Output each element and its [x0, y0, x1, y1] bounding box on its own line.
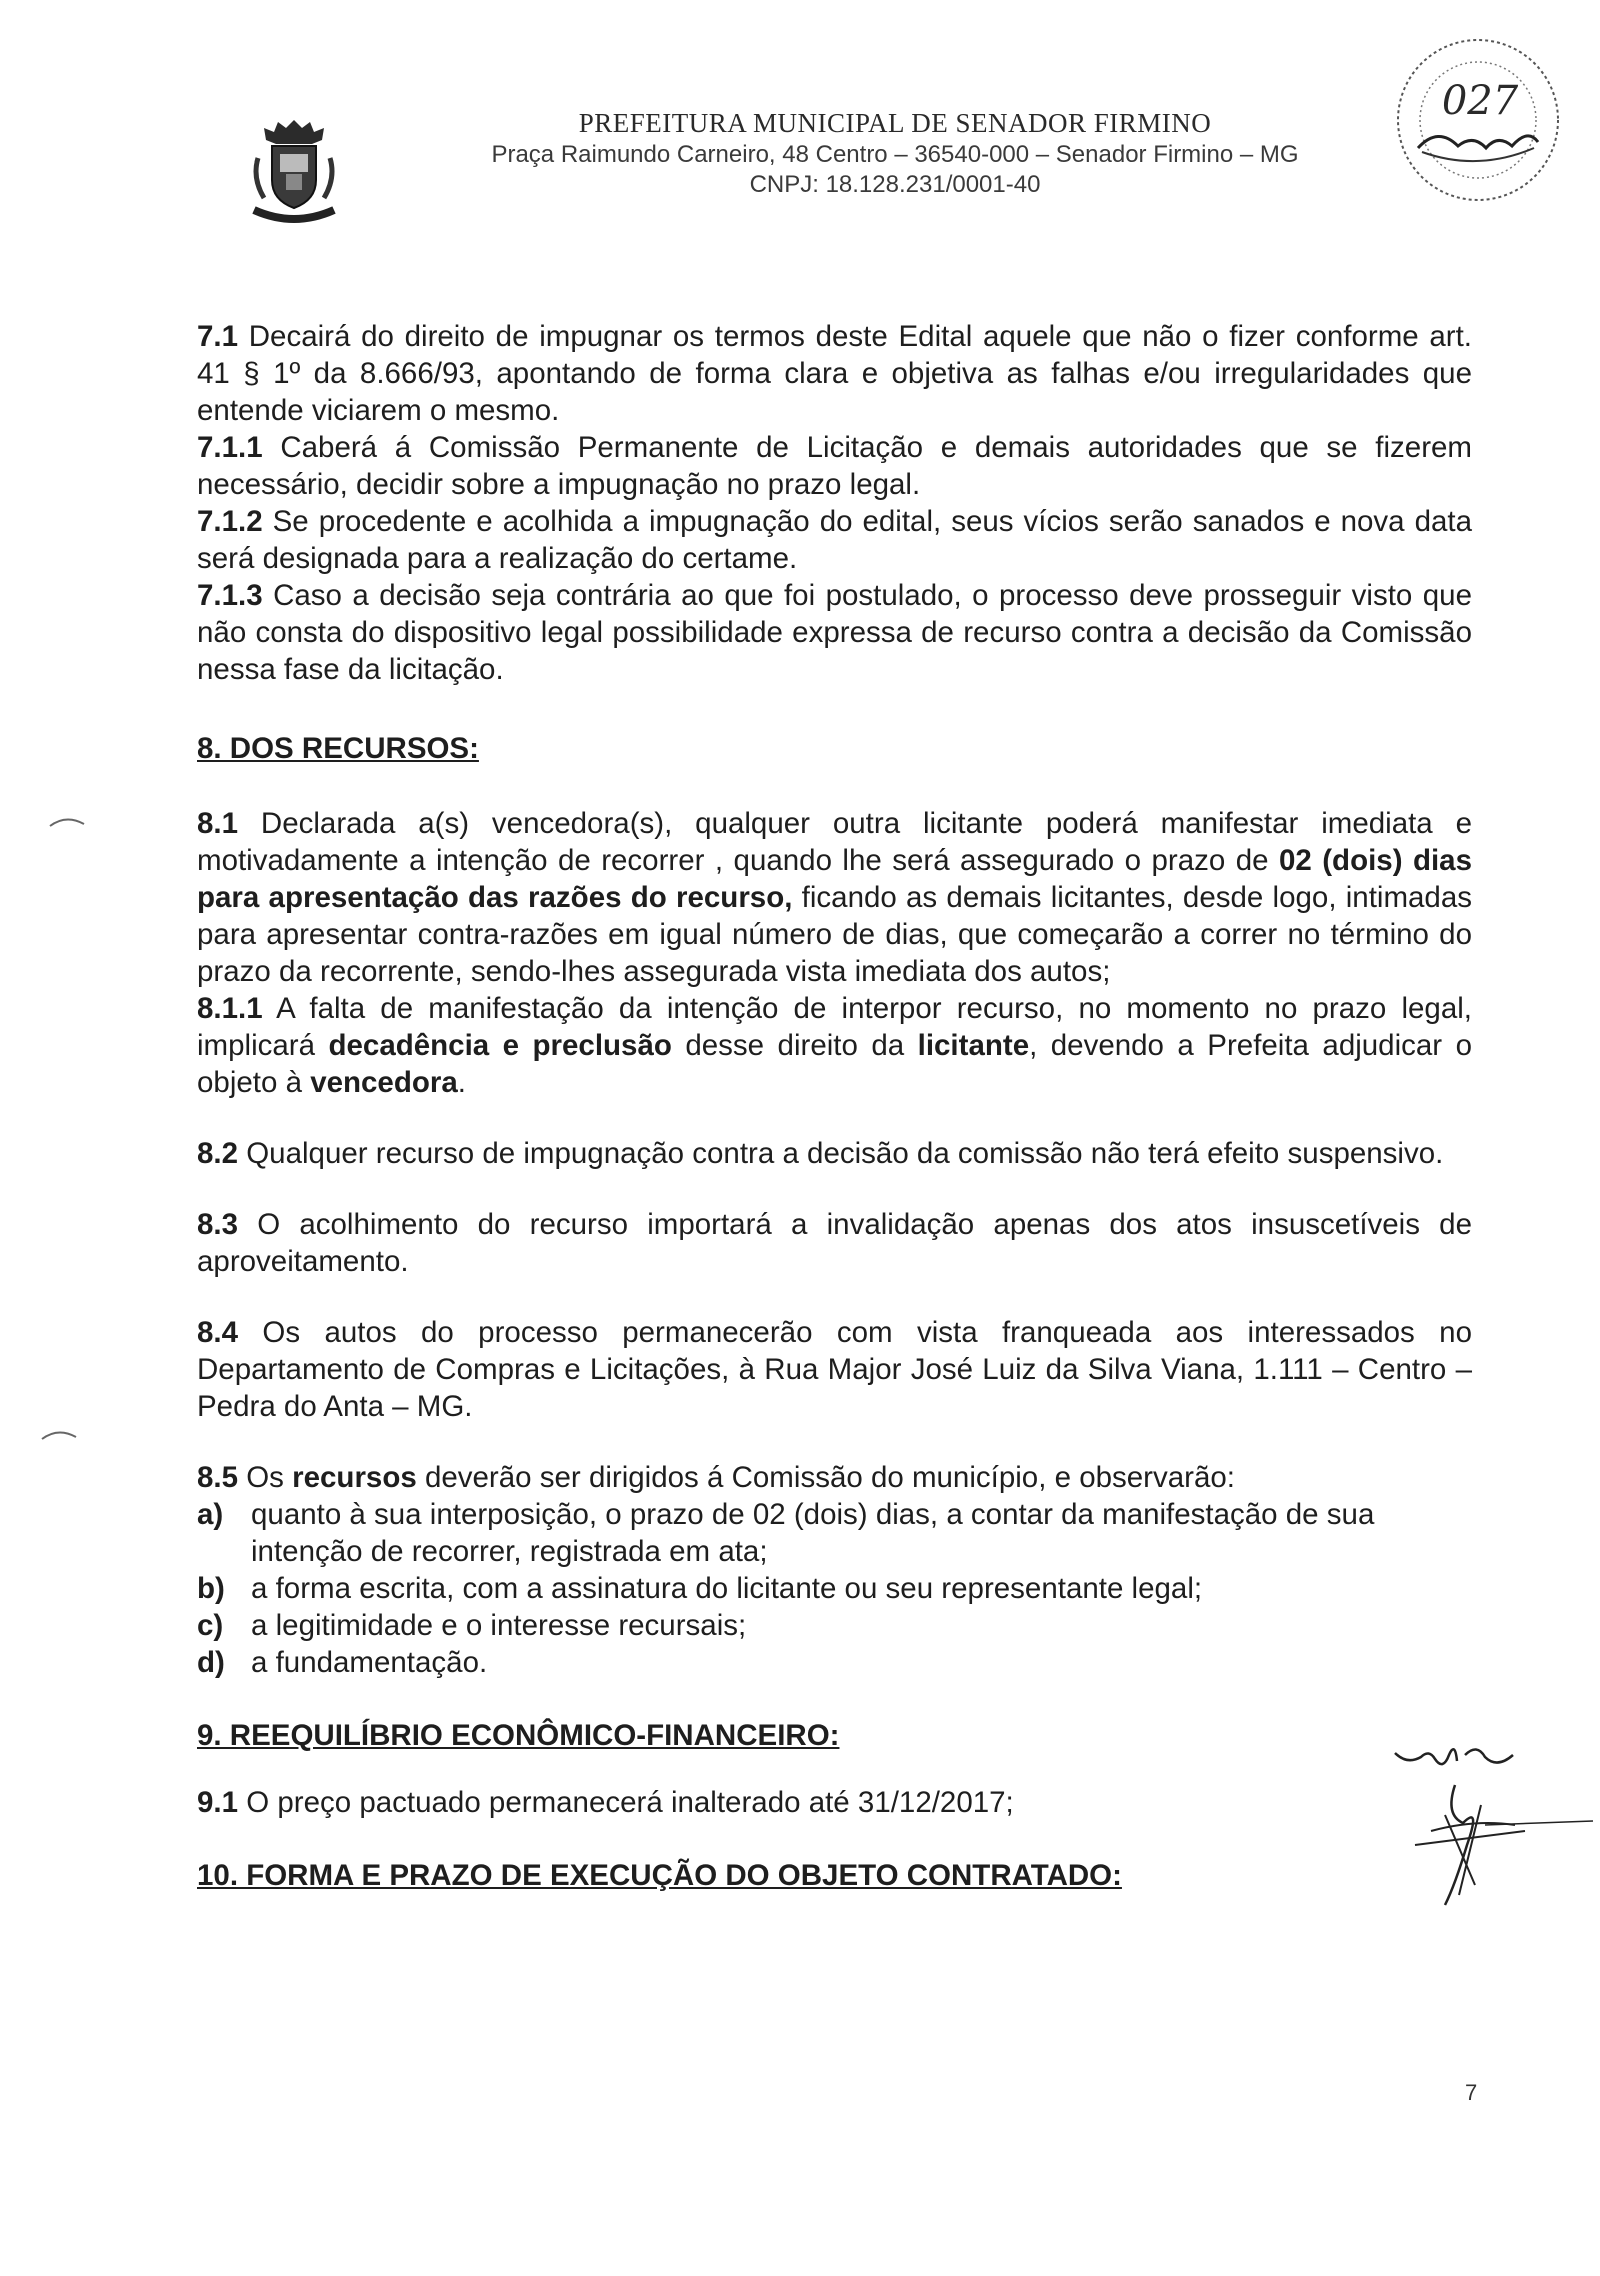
- org-cnpj: CNPJ: 18.128.231/0001-40: [749, 171, 1041, 198]
- list-item: a) quanto à sua interposição, o prazo de 02 (dois) dias, a contar da manifestação de sua intenção de recorrer, registrada em ata;: [197, 1498, 1375, 1568]
- clause-8-1-1: 8.1.1 A falta de manifestação da intenção de interpor recurso, no momento no prazo legal, implicará decadência e preclusão desse direito da licitante, devendo a Prefeita adjudicar o objeto à vencedora.: [197, 992, 1472, 1099]
- clause-8-3: 8.3 O acolhimento do recurso importará a invalidação apenas dos atos insuscetíveis de aproveitamento.: [197, 1208, 1472, 1278]
- section-8-heading: 8. DOS RECURSOS:: [197, 732, 479, 765]
- punch-mark-icon: [40, 1425, 80, 1445]
- punch-mark-icon: [48, 812, 88, 832]
- clause-8-2: 8.2 Qualquer recurso de impugnação contra a decisão da comissão não terá efeito suspensivo.: [197, 1137, 1444, 1170]
- page-number: 7: [1465, 2080, 1478, 2105]
- letterhead: [395, 108, 1395, 199]
- clause-9-1: 9.1 O preço pactuado permanecerá inalterado até 31/12/2017;: [197, 1786, 1014, 1819]
- handwritten-signature-icon: [1385, 1735, 1595, 1935]
- document-body: [197, 318, 1472, 1894]
- list-item: b) a forma escrita, com a assinatura do licitante ou seu representante legal;: [197, 1572, 1203, 1605]
- list-item: c) a legitimidade e o interesse recursais;: [197, 1609, 747, 1642]
- clause-7-1-2: 7.1.2 Se procedente e acolhida a impugnação do edital, seus vícios serão sanados e nova data será designada para a realização do certame.: [197, 505, 1472, 575]
- clause-7-1-3: 7.1.3 Caso a decisão seja contrária ao que foi postulado, o processo deve prosseguir visto que não consta do dispositivo legal possibilidade expressa de recurso contra a decisão da Comissão nessa fase da licitação.: [197, 579, 1472, 686]
- municipal-crest-icon: [250, 118, 338, 226]
- clause-8-1: 8.1 Declarada a(s) vencedora(s), qualquer outra licitante poderá manifestar imediata e motivadamente a intenção de recorrer , quando lhe será assegurado o prazo de 02 (dois) dias para apresentação das razões do recurso, ficando as demais licitantes, desde logo, intimadas para apresentar contra-razões em igual número de dias, que começarão a correr no término do prazo da recorrente, sendo-lhes assegurada vista imediata dos autos;: [197, 807, 1472, 988]
- clause-7-1-1: 7.1.1 Caberá á Comissão Permanente de Licitação e demais autoridades que se fizerem necessário, decidir sobre a impugnação no prazo legal.: [197, 431, 1472, 501]
- clause-7-1: 7.1 Decairá do direito de impugnar os termos deste Edital aquele que não o fizer conforme art. 41 § 1º da 8.666/93, apontando de forma clara e objetiva as falhas e/ou irregularidades que entende viciarem o mesmo.: [197, 320, 1472, 427]
- section-10-heading: 10. FORMA E PRAZO DE EXECUÇÃO DO OBJETO CONTRATADO:: [197, 1859, 1122, 1892]
- stamp-number: 027: [1441, 78, 1519, 124]
- clause-8-5: 8.5 Os recursos deverão ser dirigidos á Comissão do município, e observarão:: [197, 1461, 1235, 1494]
- section-9-heading: 9. REEQUILÍBRIO ECONÔMICO-FINANCEIRO:: [197, 1719, 840, 1752]
- org-name: PREFEITURA MUNICIPAL DE SENADOR FIRMINO: [578, 108, 1212, 138]
- org-address: Praça Raimundo Carneiro, 48 Centro – 36540-000 – Senador Firmino – MG: [491, 141, 1299, 168]
- clause-8-4: 8.4 Os autos do processo permanecerão com vista franqueada aos interessados no Departamento de Compras e Licitações, à Rua Major José Luiz da Silva Viana, 1.111 – Centro – Pedra do Anta – MG.: [197, 1316, 1472, 1423]
- page-stamp-icon: [1388, 30, 1568, 210]
- list-item: d) a fundamentação.: [197, 1646, 488, 1679]
